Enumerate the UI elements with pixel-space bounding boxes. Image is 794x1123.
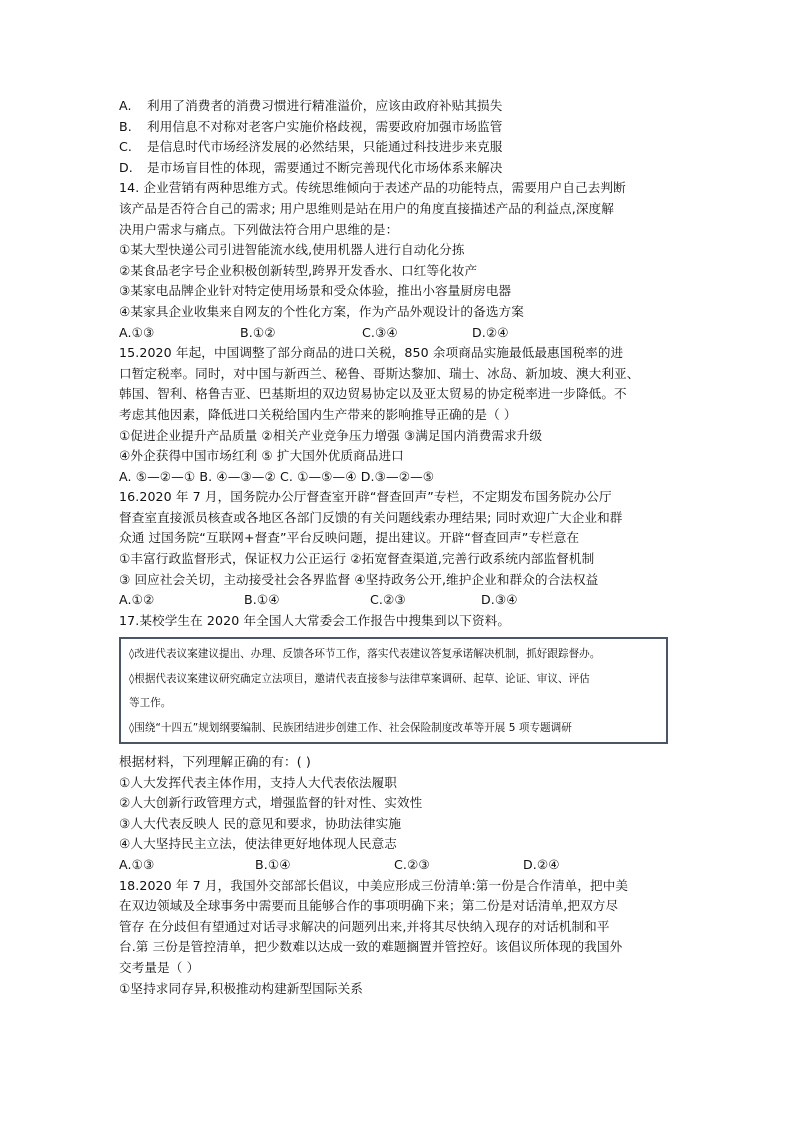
q18-stem-line: 18.2020 年 7 月，我国外交部部长倡议，中美应形成三份清单:第一份是合作清单，把中美 [119, 877, 629, 893]
q17-choice-a: A.①③ [119, 856, 155, 872]
q15-stem-line: 韩国、智利、格鲁吉亚、巴基斯坦的双边贸易协定以及亚太贸易的协定税率进一步降低。不 [119, 386, 627, 402]
q17-material-line: ◊改进代表议案建议提出、办理、反馈各环节工作，落实代表建议答复承诺解决机制，抓好跟踪督办。 [129, 648, 601, 661]
q18-stem-line: 交考量是（ ） [119, 959, 200, 975]
q14-statement: ④某家具企业收集来自网友的个性化方案，作为产品外观设计的备选方案 [119, 303, 524, 319]
q15-statement: ④外企获得中国市场红利 ⑤ 扩大国外优质商品进口 [119, 448, 404, 464]
q18-stem-line: 台.第 三份是管控清单，把少数难以达成一致的难题搁置并管控好。该倡议所体现的我国外 [119, 939, 623, 955]
q14-stem-line: 决用户需求与痛点。下列做法符合用户思维的是： [119, 221, 399, 237]
q18-stem-line: 在双边领域及全球事务中需要而且能够合作的事项明确下来；第二份是对话清单,把双方尽 [119, 898, 619, 914]
q17-statement: ③人大代表反映人 民的意见和要求，协助法律实施 [119, 815, 402, 831]
q17-statement: ②人大创新行政管理方式，增强监督的针对性、实效性 [119, 795, 423, 811]
q17-material-line: ◊根据代表议案建议研究确定立法项目，邀请代表直接参与法律草案调研、起草、论证、审议、评估 [129, 672, 590, 685]
q14-stem-line: 14. 企业营销有两种思维方式。传统思维倾向于表述产品的功能特点，需要用户自己去判断 [119, 180, 626, 196]
question-14 [119, 178, 679, 343]
q17-statement: ④人大坚持民主立法，使法律更好地体现人民意志 [119, 836, 397, 852]
exam-page [119, 96, 679, 999]
q17-material-box [119, 637, 668, 744]
q17-choice-d: D.②④ [523, 856, 560, 872]
q13-option-b: B. 利用信息不对称对老客户实施价格歧视，需要政府加强市场监管 [119, 118, 503, 134]
question-17 [119, 611, 679, 876]
q16-stem-line: 众通 过国务院“互联网+督查”平台反映问题，提出建议。开辟“督查回声”专栏意在 [119, 530, 580, 546]
q18-statement: ①坚持求同存异,积极推动构建新型国际关系 [119, 980, 363, 996]
q17-material-line: ◊围绕“十四五”规划纲要编制、民族团结进步创建工作、社会保险制度改革等开展 5 项专题调研 [129, 721, 572, 734]
q14-choices [119, 323, 679, 344]
q13-option-c: C. 是信息时代市场经济发展的必然结果，只能通过科技进步来克服 [119, 139, 503, 155]
q17-stem: 17.某校学生在 2020 年全国人大常委会工作报告中搜集到以下资料。 [119, 612, 511, 628]
q15-statement: ①促进企业提升产品质量 ②相关产业竞争压力增强 ③满足国内消费需求升级 [119, 427, 543, 443]
q15-choices: A. ⑤—②—① B. ④—③—② C. ①—⑤—④ D.③—②—⑤ [119, 468, 435, 484]
q16-statement: ③ 回应社会关切，主动接受社会各界监督 ④坚持政务公开,维护企业和群众的合法权益 [119, 571, 599, 587]
q16-choice-d: D.③④ [481, 592, 518, 608]
q17-choice-c: C.②③ [394, 856, 430, 872]
q18-stem-line: 管存 在分歧但有望通过对话寻求解决的问题列出来,并将其尽快纳入现存的对话机制和平 [119, 918, 610, 934]
q14-statement: ②某食品老字号企业积极创新转型,跨界开发香水、口红等化妆产 [119, 262, 478, 278]
q14-statement: ①某大型快递公司引进智能流水线,使用机器人进行自动化分拣 [119, 242, 465, 258]
q16-choice-c: C.②③ [370, 592, 406, 608]
q14-choice-b: B.①② [240, 324, 276, 340]
q14-choice-c: C.③④ [362, 324, 398, 340]
q16-statement: ①丰富行政监督形式，保证权力公正运行 ②拓宽督查渠道,完善行政系统内部监督机制 [119, 551, 595, 567]
q16-stem-line: 16.2020 年 7 月，国务院办公厅督查室开辟“督查回声”专栏，不定期发布国务院办公厅 [119, 489, 612, 505]
question-16 [119, 487, 679, 611]
q13-option-a: A. 利用了消费者的消费习惯进行精准溢价，应该由政府补贴其损失 [119, 98, 503, 113]
q16-choice-b: B.①④ [244, 592, 280, 608]
q15-stem-line: 15.2020 年起，中国调整了部分商品的进口关税，850 余项商品实施最低最惠国税率的进 [119, 345, 624, 361]
question-18 [119, 876, 679, 1000]
q17-choices [119, 855, 679, 876]
q17-question: 根据材料，下列理解正确的有：( ) [119, 754, 311, 769]
q13-option-d: D. 是市场盲目性的体现，需要通过不断完善现代化市场体系来解决 [119, 159, 503, 175]
q17-choice-b: B.①④ [255, 856, 291, 872]
q16-choice-a: A.①② [119, 592, 155, 608]
q14-statement: ③某家电品牌企业针对特定使用场景和受众体验，推出小容量厨房电器 [119, 283, 512, 299]
q16-stem-line: 督查室直接派员核查或各地区各部门反馈的有关问题线索办理结果; 同时欢迎广大企业和群 [119, 509, 623, 525]
q15-stem-line: 口暂定税率。同时，对中国与新西兰、秘鲁、哥斯达黎加、瑞士、冰岛、新加坡、澳大利亚、 [119, 365, 640, 381]
q13-options [119, 96, 679, 178]
q14-choice-d: D.②④ [472, 324, 509, 340]
q17-statement: ①人大发挥代表主体作用，支持人大代表依法履职 [119, 774, 397, 790]
q15-stem-line: 考虑其他因素，降低进口关税给国内生产带来的影响推导正确的是（ ） [119, 406, 517, 422]
q17-material-line: 等工作。 [129, 697, 172, 710]
q14-stem-line: 该产品是否符合自己的需求; 用户思维则是站在用户的角度直接描述产品的利益点,深度解 [119, 200, 614, 216]
question-15 [119, 343, 679, 487]
q16-choices [119, 590, 679, 611]
q14-choice-a: A.①③ [119, 324, 155, 340]
